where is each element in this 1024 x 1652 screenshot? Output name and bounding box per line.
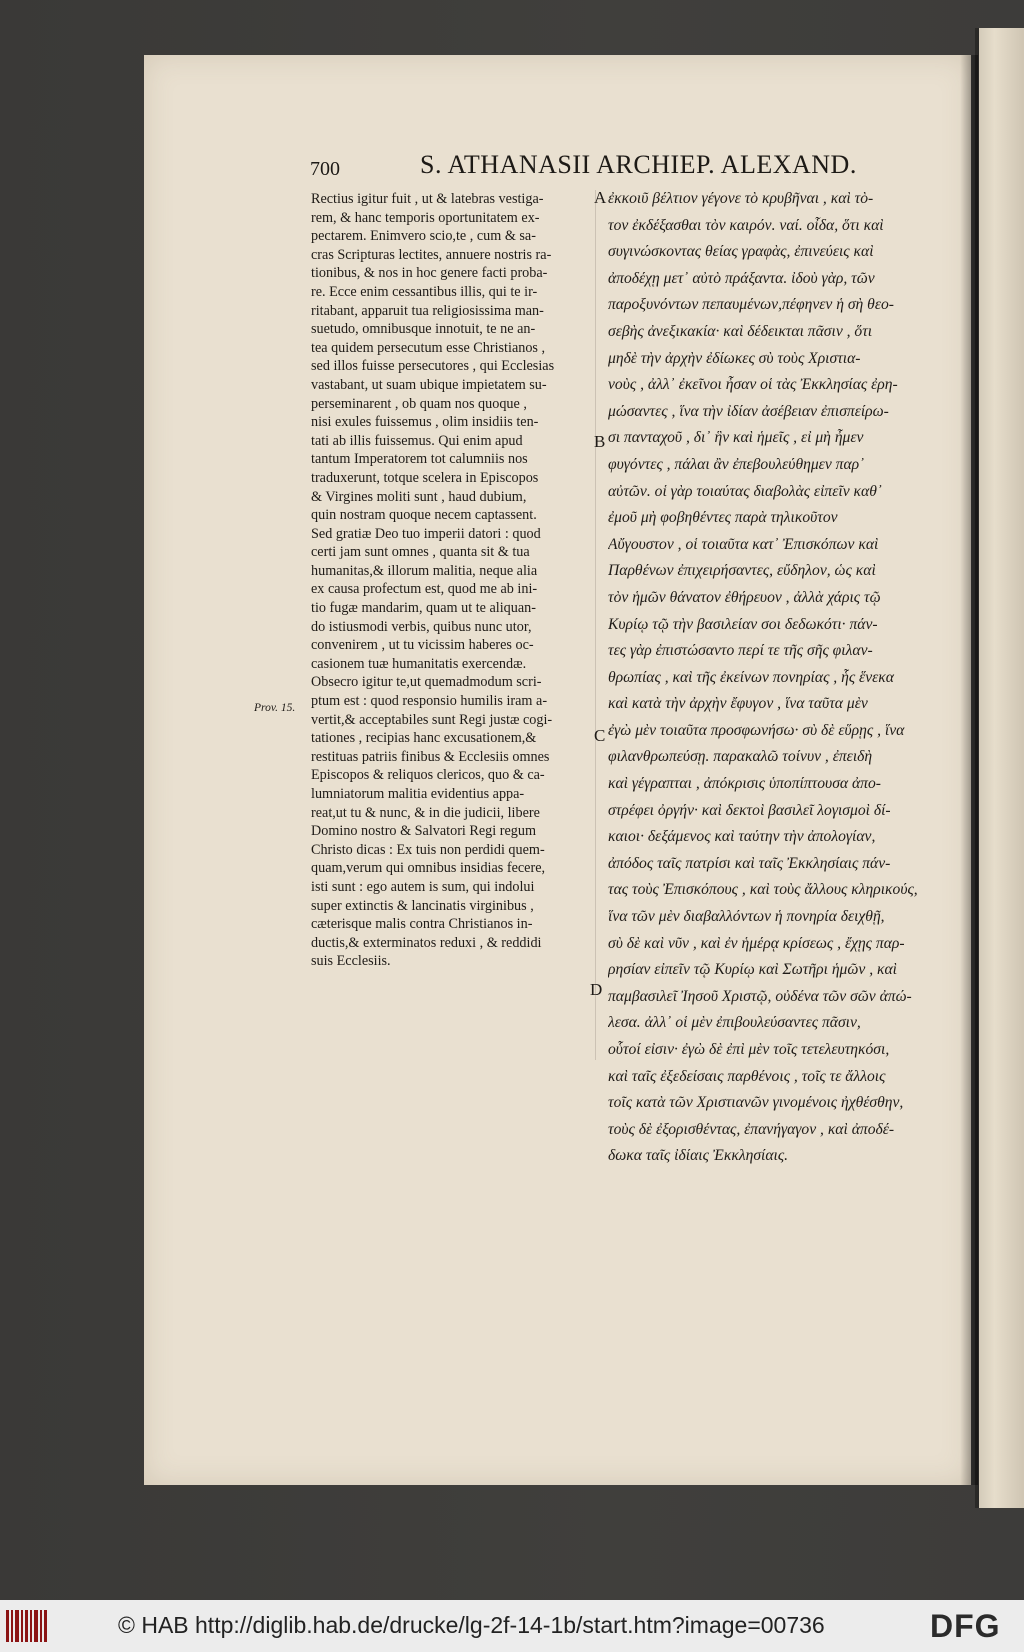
- greek-line: καὶ ταῖς ἐξεδείσαις παρθένοις , τοῖς τε ἄλλοις: [608, 1067, 886, 1085]
- greek-line: καὶ γέγραπται , ἀπόκρισις ὑποπίπτουσα ἀπο-: [608, 775, 881, 793]
- latin-line: lumniatorum malitia evidentius appa-: [311, 786, 525, 802]
- greek-line: σι πανταχοῦ , δι᾿ ἣν καὶ ἡμεῖς , εἰ μὴ ἦμεν: [608, 429, 864, 447]
- greek-line: στρέφει ὀργήν· καὶ δεκτοὶ βασιλεῖ λογισμοὶ δί-: [608, 801, 891, 819]
- latin-column: [311, 190, 594, 971]
- latin-line: quin nostram quoque necem captassent.: [311, 507, 537, 524]
- section-letter-d: D: [590, 980, 603, 999]
- greek-line: παροξυνόντων πεπαυμένων,πέφηνεν ἡ σὴ θεο-: [608, 296, 894, 314]
- latin-line: perseminarent , ob quam nos quoque ,: [311, 395, 527, 412]
- dfg-logo: DFG: [930, 1608, 1001, 1644]
- latin-line: certi jam sunt omnes , quanta sit & tua: [311, 544, 530, 561]
- greek-line: δωκα ταῖς ἰδίαις Ἐκκλησίαις.: [608, 1147, 789, 1165]
- greek-line: νοὺς , ἀλλ᾿ ἐκεῖνοι ἦσαν οἱ τὰς Ἐκκλησίας ἐρη-: [608, 376, 898, 394]
- greek-line: τοῖς κατὰ τῶν Χριστιανῶν γινομένοις ἠχθέσθην,: [608, 1094, 904, 1112]
- latin-line: do istiusmodi verbis, quibus nunc utor,: [311, 618, 532, 635]
- greek-line: τας τοὺς Ἐπισκόπους , καὶ τοὺς ἄλλους κληρικούς,: [608, 881, 918, 899]
- greek-line: Αὔγουστον , οἱ τοιαῦτα κατ᾿ Ἐπισκόπων καὶ: [608, 535, 879, 553]
- latin-line: tantum Imperatorem tot calumniis nos: [311, 451, 528, 468]
- latin-line: Obsecro igitur te,ut quemadmodum scri-: [311, 674, 542, 691]
- greek-line: ἐκκοιῦ βέλτιον γέγονε τὸ κρυβῆναι , καὶ τὸ-: [608, 190, 874, 207]
- section-letter-b: B: [594, 432, 606, 451]
- latin-line: suis Ecclesiis.: [311, 953, 391, 970]
- latin-line: quam,verum qui omnibus insidias fecere,: [311, 860, 546, 877]
- latin-line: cras Scripturas lectites, annuere nostris ra-: [311, 246, 552, 263]
- greek-line: φιλανθρωπεύσῃ. παρακαλῶ τοίνυν , ἐπειδὴ: [608, 748, 873, 766]
- copyright-url[interactable]: © HAB http://diglib.hab.de/drucke/lg-2f-14-1b/start.htm?image=00736: [118, 1612, 825, 1638]
- latin-line: convenirem , ut tu vicissim haberes oc-: [311, 637, 534, 654]
- section-letter-c: C: [594, 726, 606, 745]
- latin-line: ptum est : quod responsio humilis iram a-: [311, 693, 548, 710]
- greek-line: ρησίαν εἰπεῖν τῷ Κυρίῳ καὶ Σωτῆρι ἡμῶν , καὶ: [608, 961, 898, 979]
- greek-line: μώσαντες , ἵνα τὴν ἰδίαν ἀσέβειαν ἐπισπείρω-: [608, 402, 889, 420]
- latin-line: suetudo, omnibusque innotuit, te ne an-: [311, 321, 536, 338]
- greek-line: θρωπίας , καὶ τῆς ἐκείνων πονηρίας , ἧς ἕνεκα: [608, 668, 894, 686]
- latin-line: nisi exules fuissemus , olim insidiis ten-: [311, 414, 539, 431]
- latin-line: Christo dicas : Ex tuis non perdidi quem-: [311, 841, 545, 858]
- greek-line: σὺ δὲ καὶ νῦν , καὶ ἐν ἡμέρᾳ κρίσεως , ἔχῃς παρ-: [608, 934, 905, 952]
- latin-line: Rectius igitur fuit , ut & latebras vestiga-: [311, 191, 544, 207]
- latin-line: super extinctis & lancinatis virginibus ,: [311, 897, 534, 914]
- latin-line: tati ab illis fuissemus. Qui enim apud: [311, 432, 523, 449]
- latin-line: Episcopos & reliquos clericos, quo & ca-: [311, 767, 545, 784]
- adjacent-page-edge: [975, 28, 1024, 1508]
- latin-line: ex causa profectum est, quod me ab ini-: [311, 581, 538, 598]
- latin-line: sed illos fuisse persecutores , qui Ecclesias: [311, 358, 555, 375]
- greek-line: παμβασιλεῖ Ἰησοῦ Χριστῷ, οὐδένα τῶν σῶν ἀπώ-: [608, 987, 912, 1005]
- latin-line: tea quidem persecutum esse Christianos ,: [311, 339, 546, 356]
- greek-line: ἐμοῦ μὴ φοβηθέντες παρὰ τηλικοῦτον: [608, 509, 838, 527]
- latin-line: ritabant, apparuit tua religiosissima man-: [311, 302, 544, 319]
- latin-line: cæterisque malis contra Christianos in-: [311, 916, 533, 933]
- latin-line: restituas patriis finibus & Ecclesiis omnes: [311, 748, 550, 765]
- latin-line: Sed gratiæ Deo tuo imperii datori : quod: [311, 525, 541, 542]
- page-gutter-shadow: [960, 55, 978, 1485]
- greek-line: Παρθένων ἐπιχειρήσαντες, εὔδηλον, ὡς καὶ: [608, 562, 876, 580]
- latin-line: vastabant, ut suam ubique impietatem su-: [311, 376, 547, 393]
- column-divider: [595, 190, 596, 1060]
- page-number: 700: [310, 158, 340, 180]
- latin-line: traduxerunt, totque scelera in Episcopos: [311, 469, 539, 486]
- greek-line: καὶ κατὰ τὴν ἀρχὴν ἔφυγον , ἵνα ταῦτα μὲν: [608, 695, 868, 713]
- greek-line: ἵνα τῶν μὲν διαβαλλόντων ἡ πονηρία δειχθῇ,: [608, 908, 885, 926]
- latin-line: tio fugæ mandarim, quam ut te aliquan-: [311, 600, 536, 617]
- latin-line: vertit,& acceptabiles sunt Regi justæ cogi-: [311, 711, 553, 728]
- latin-line: Domino nostro & Salvatori Regi regum: [311, 823, 537, 840]
- greek-line: λεσα. ἀλλ᾿ οἱ μὲν ἐπιβουλεύσαντες πᾶσιν,: [608, 1014, 861, 1032]
- latin-line: rem, & hanc temporis oportunitatem ex-: [311, 209, 540, 226]
- hab-barcode-logo: [6, 1610, 48, 1642]
- greek-line: αὐτῶν. οἱ γὰρ τοιαύτας διαβολὰς εἰπεῖν καθ᾿: [608, 482, 883, 500]
- running-title: S. ATHANASII ARCHIEP. ALEXAND.: [420, 150, 857, 179]
- section-letter-a: A: [594, 188, 607, 207]
- greek-line: τον ἐκδέξασθαι τὸν καιρόν. ναί. οἶδα, ὅτι καὶ: [608, 216, 884, 234]
- greek-line: μηδὲ τὴν ἀρχὴν ἐδίωκες σὺ τοὺς Χριστια-: [608, 349, 861, 367]
- greek-column: [608, 186, 958, 1170]
- greek-line: τες γὰρ ἐπιστώσαντο περί τε τῆς σῆς φιλαν-: [608, 642, 873, 660]
- latin-line: ductis,& exterminatos reduxi , & reddidi: [311, 934, 542, 951]
- latin-line: & Virgines moliti sunt , haud dubium,: [311, 488, 527, 505]
- greek-line: Κυρίῳ τῷ τὴν βασιλείαν σοι δεδωκότι· πάν-: [608, 615, 878, 633]
- latin-line: humanitas,& illorum malitia, neque alia: [311, 562, 538, 579]
- latin-line: reat,ut tu & nunc, & in die judicii, libere: [311, 804, 540, 821]
- greek-line: οὗτοί εἰσιν· ἐγὼ δὲ ἐπὶ μὲν τοῖς τετελευτηκόσι,: [608, 1041, 890, 1058]
- latin-line: tionibus, & nos in hoc genere facti proba-: [311, 265, 548, 282]
- latin-line: casionem tuæ humanitatis exercendæ.: [311, 655, 527, 672]
- latin-line: pectarem. Enimvero scio,te , cum & sa-: [311, 228, 536, 245]
- greek-line: τὸν ἡμῶν θάνατον ἐθήρευον , ἀλλὰ χάρις τῷ: [608, 588, 881, 606]
- footer-bar: [0, 1600, 1024, 1652]
- greek-line: ἀπόδος ταῖς πατρίσι καὶ ταῖς Ἐκκλησίαις πάν-: [608, 854, 891, 872]
- greek-line: ἐγὼ μὲν τοιαῦτα προσφωνήσω· σὺ δὲ εὕρῃς , ἵνα: [608, 721, 905, 739]
- greek-line: τοὺς δὲ ἐξορισθέντας, ἐπανήγαγον , καὶ ἀποδέ-: [608, 1120, 895, 1138]
- greek-line: φυγόντες , πάλαι ἂν ἐπεβουλεύθημεν παρ᾿: [608, 455, 865, 473]
- margin-reference: Prov. 15.: [254, 702, 296, 714]
- greek-line: συγινώσκοντας θείας γραφὰς, ἐπινεύεις καὶ: [608, 243, 874, 261]
- page-header: [310, 150, 970, 186]
- latin-line: re. Ecce enim cessantibus illis, qui te ir-: [311, 283, 538, 300]
- latin-line: isti sunt : ego autem is sum, qui indolui: [311, 878, 535, 895]
- greek-line: σεβὴς ἀνεξικακία· καὶ δέδεικται πᾶσιν , ὅτι: [608, 322, 873, 340]
- latin-line: tationes , recipias hanc excusationem,&: [311, 730, 537, 747]
- greek-line: ἀποδέχῃ μετ᾿ αὐτὸ πράξαντα. ἰδοὺ γὰρ, τῶν: [608, 269, 875, 287]
- greek-line: καιοι· δεξάμενος καὶ ταύτην τὴν ἀπολογίαν,: [608, 828, 876, 846]
